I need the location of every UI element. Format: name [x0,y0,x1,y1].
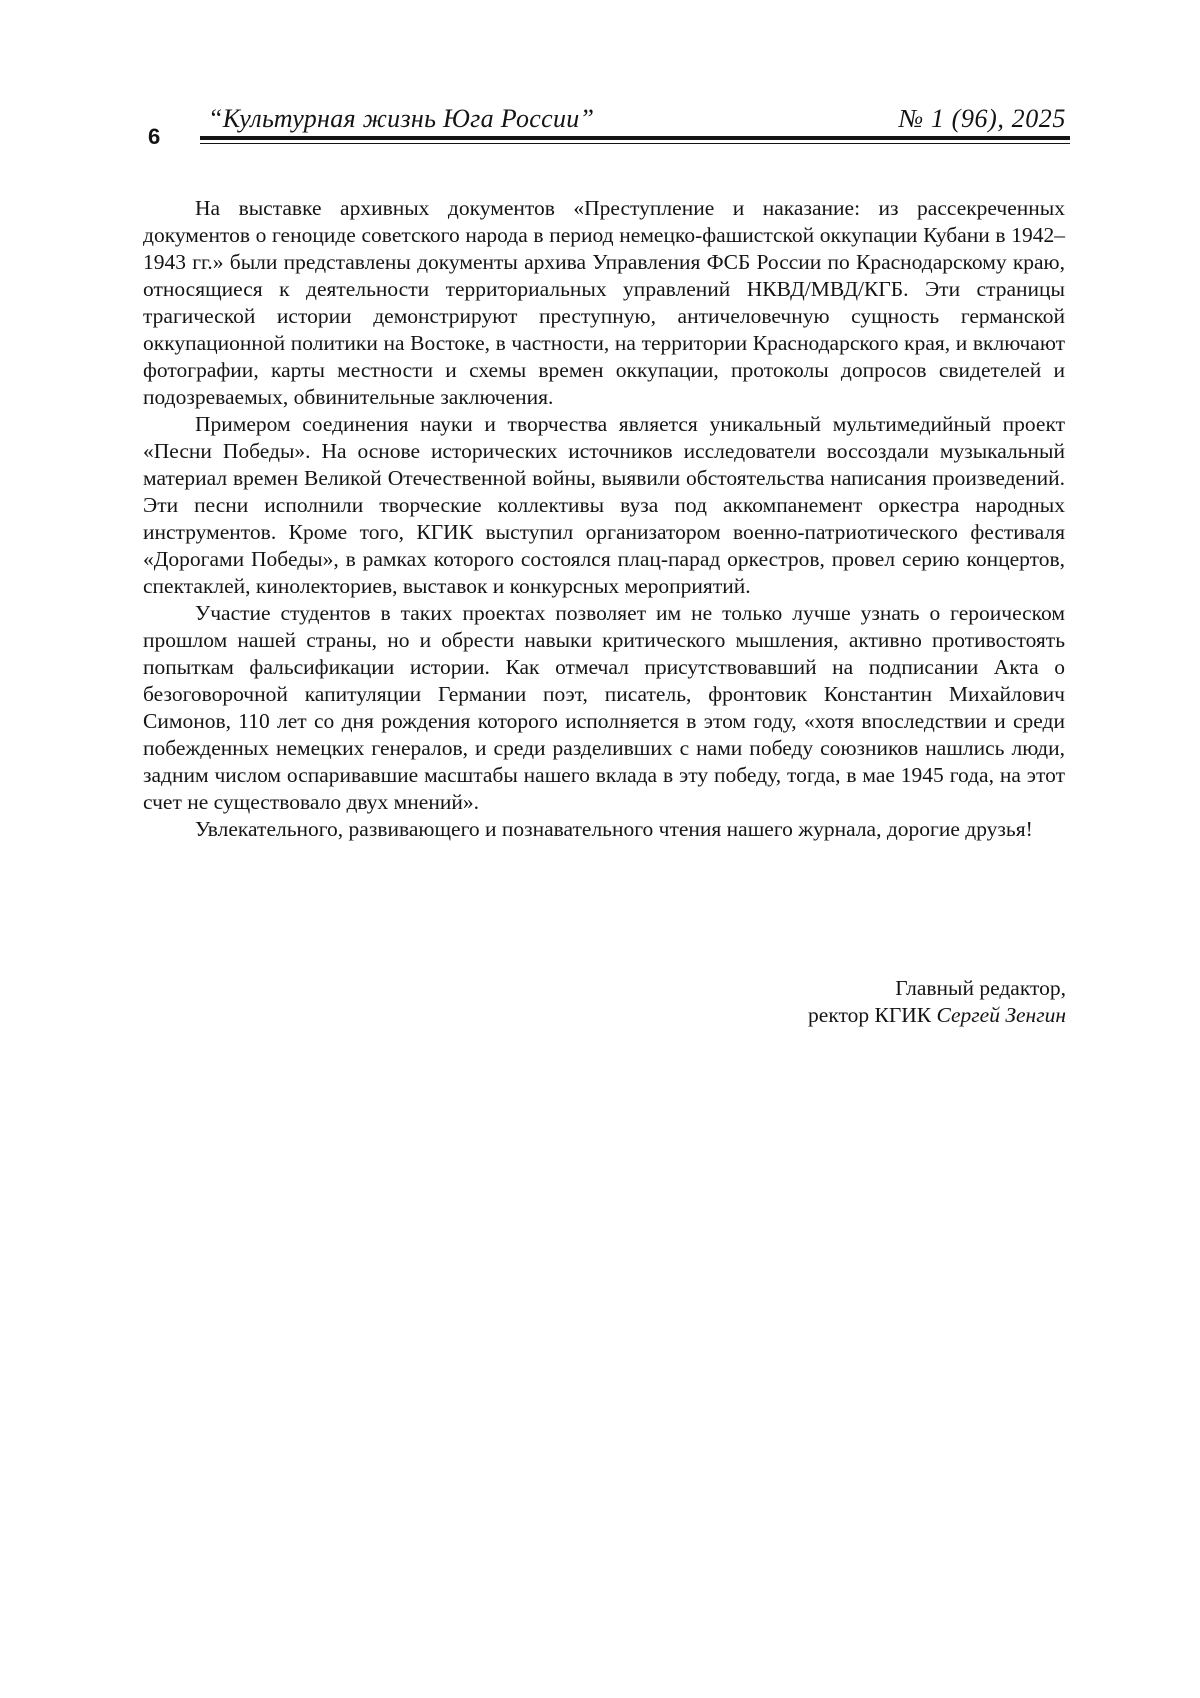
header-rule-thin [200,143,1070,144]
paragraph-closing: Увлекательного, развивающего и познавательного чтения нашего журнала, дорогие друзья! [195,817,1033,841]
issue-number: № 1 (96), 2025 [898,104,1066,133]
paragraph-songs-of-victory: Примером соединения науки и творчества является уникальный мультимедийный проект «Песни Победы». На основе исторических источников исследователи воссоздали музыкальный материал времен Великой Отечественной войны, выявили обстоятельства написания произведений. Эти песни исполнили творческие коллективы вуза под аккомпанемент оркестра народных инструментов. Кроме того, КГИК выступил организатором военно-патриотического фестиваля «Дорогами Победы», в рамках которого состоялся плац-парад оркестров, провел серию концертов, спектаклей, кинолекториев, выставок и конкурсных мероприятий. [143,412,1065,598]
paragraph-students: Участие студентов в таких проектах позволяет им не только лучше узнать о героическом прошлом нашей страны, но и обрести навыки критического мышления, активно противостоять попыткам фальсификации истории. Как отмечал присутствовавший на подписании Акта о безоговорочной капитуляции Германии поэт, писатель, фронтовик Константин Михайлович Симонов, 110 лет со дня рождения которого исполняется в этом году, «хотя впоследствии и среди побежденных немецких генералов, и среди разделивших с нами победу союзников нашлись люди, задним числом оспаривавшие масштабы нашего вклада в эту победу, тогда, в мае 1945 года, на этот счет не существовало двух мнений». [143,601,1065,814]
signature-title: ректор КГИК [808,1003,932,1027]
page-number: 6 [148,124,161,149]
article-body [143,195,1065,843]
journal-title: “Культурная жизнь Юга России” [208,104,595,133]
signature-name: Сергей Зенгин [936,1003,1066,1027]
signature-line [808,1002,1066,1029]
header-rule [200,136,1070,140]
signature [808,975,1066,1029]
signature-position: Главный редактор, [895,976,1066,1000]
paragraph-exhibition: На выставке архивных документов «Преступление и наказание: из рассекреченных документов о геноциде советского народа в период немецко-фашистской оккупации Кубани в 1942–1943 гг.» были представлены документы архива Управления ФСБ России по Краснодарскому краю, относящиеся к деятельности территориальных управлений НКВД/МВД/КГБ. Эти страницы трагической истории демонстрируют преступную, античеловечную сущность германской оккупационной политики на Востоке, в частности, на территории Краснодарского края, и включают фотографии, карты местности и схемы времен оккупации, протоколы допросов свидетелей и подозреваемых, обвинительные заключения. [143,196,1065,409]
running-header [200,100,1070,138]
